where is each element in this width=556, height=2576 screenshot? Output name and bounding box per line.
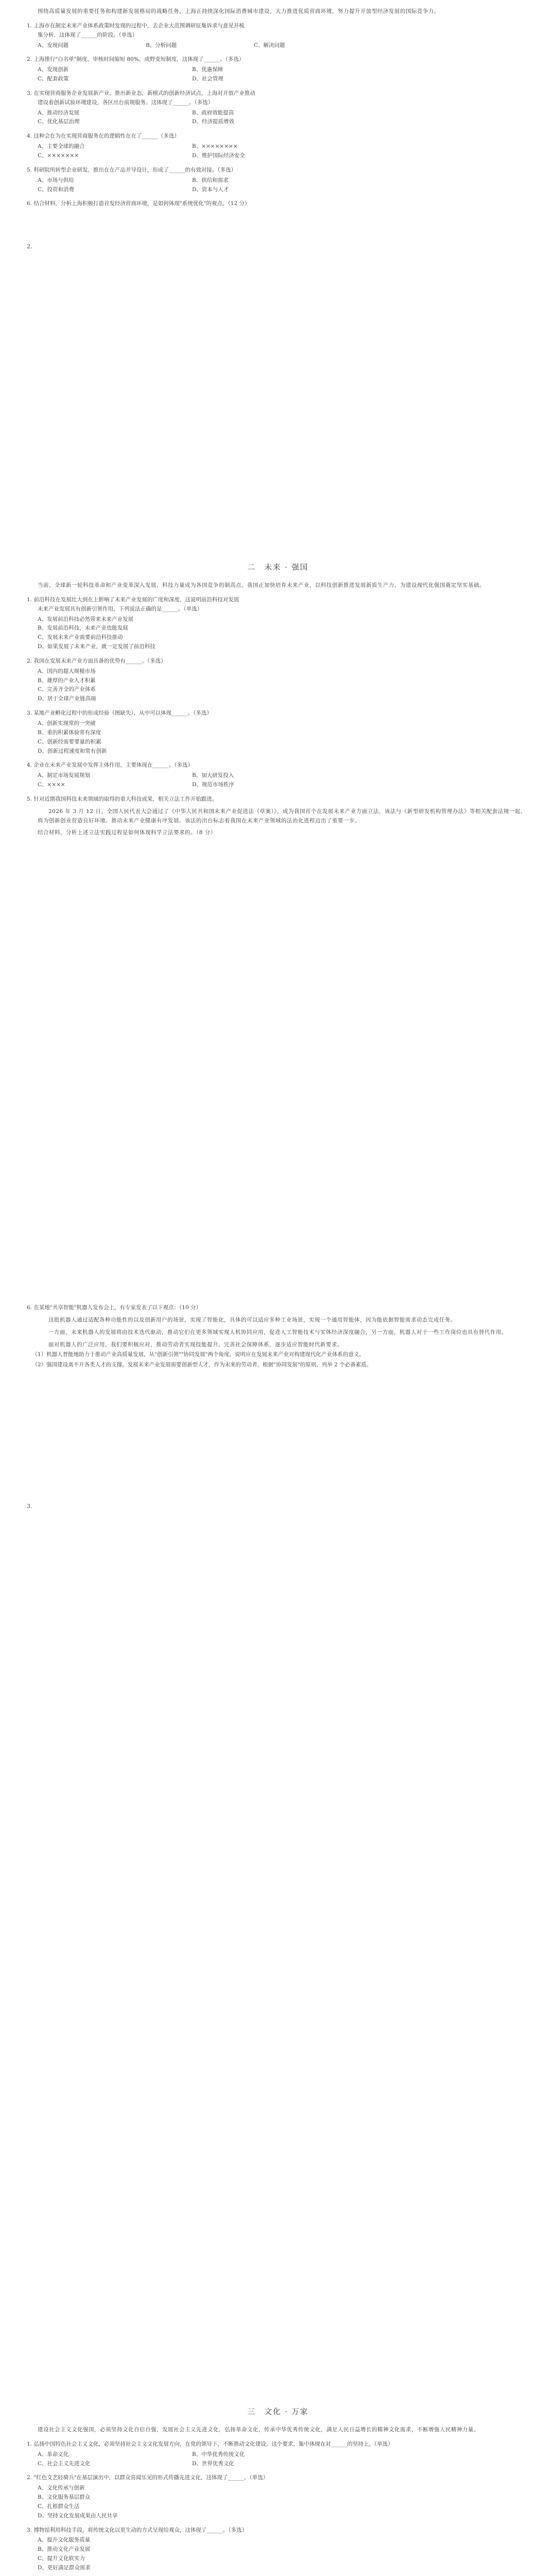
q6-sub-2: （2）强国建设离不开各类人才的支撑。发展未来产业发展需要创新型人才，作为未来的劳动者，根据"协同发展"的原则，列举 2 个必备素质。	[32, 1362, 372, 1368]
option: A、发展前沿科技必然带来未来产业发展	[38, 616, 134, 622]
section-2-material-2: 结合材料，分析上述立法实践过程是如何体现科学立法要求的。（8 分）	[38, 829, 216, 836]
question	[27, 166, 529, 195]
question	[27, 2473, 529, 2520]
question-stem	[27, 55, 529, 64]
option: D、世界优秀文化	[192, 2460, 234, 2467]
question-number: 2.	[27, 657, 32, 664]
option: B、供给和需求	[192, 177, 229, 183]
question-stem	[27, 31, 529, 40]
question-stem	[27, 657, 529, 666]
section-2-heading: 二 未来 · 强国	[247, 564, 309, 572]
option-list	[38, 771, 529, 790]
question-stem	[27, 761, 529, 770]
option: B、优惠保障	[192, 66, 223, 73]
option: A、国内的超大规模市场	[38, 668, 96, 674]
section-1-questions	[27, 22, 529, 209]
question-text: 结合材料，分析上海积极打造首发经济营商环境，是如何体现"系统优化"的观点。（12 分）	[33, 200, 250, 207]
question-number: 3.	[27, 710, 32, 717]
question	[27, 709, 529, 756]
question-text: 科研院所转型企业研发，推出在在产品并导设计，形成了______的有效对接。（多选）	[33, 166, 237, 173]
option: A、革命文化	[38, 2451, 69, 2458]
option: C、优化基层治理	[38, 118, 80, 125]
option-list	[38, 65, 529, 84]
option: C、解决问题	[254, 42, 285, 48]
option: B、政府效能提高	[192, 109, 234, 116]
option: D、维护国际经济安全	[192, 152, 245, 159]
section-3-intro: 建设社会主义文化强国，必须坚持文化自信自强，发展社会主义先进文化，弘扬革命文化，传承中华优秀传统文化，满足人民日益增长的精神文化需求，不断增强人民精神力量。	[38, 2427, 479, 2433]
question	[27, 795, 529, 804]
option: C、提升文化软实力	[38, 2555, 85, 2562]
question-stem	[27, 2473, 529, 2483]
question	[27, 22, 529, 50]
option: D、规范市场秩序	[192, 782, 234, 788]
option: B、推动文化产业发展	[38, 2546, 91, 2553]
question-text: 某地产业孵化过程中的形成经验（图缺失），从中可以体现______。（多选）	[33, 710, 212, 717]
question-number: 4.	[27, 133, 32, 140]
option: A、市场与供给	[38, 177, 74, 183]
question-number: 1.	[27, 22, 32, 29]
option: D、坚持文化发展成果由人民共享	[38, 2512, 118, 2519]
option: A、制定市场发展规划	[38, 772, 91, 779]
question-number: 3.	[27, 2527, 32, 2533]
question-number: 4.	[27, 762, 32, 769]
option: A、主要全球的融合	[38, 143, 85, 150]
question-number: 6.	[27, 200, 32, 207]
option: D、更好满足群众需求	[38, 2564, 91, 2571]
question-stem	[27, 98, 529, 108]
option-list	[38, 176, 529, 195]
option: B、重的积累体验常有深度	[38, 729, 101, 736]
option-list	[38, 41, 529, 50]
question-number: 1.	[27, 2441, 32, 2447]
option: D、经济提质增效	[192, 118, 234, 125]
option-list	[38, 142, 529, 161]
question-text: 企业在未来产业发展中发挥主体作用，主要体现在______。（多选）	[33, 762, 194, 769]
question-stem	[27, 89, 529, 98]
option: B、发展前沿科技，未来产业也能发展	[38, 625, 128, 632]
question-text: "红色文艺轻骑兵"在基层演出中，以群众喜闻乐见的形式传播先进文化，这体现了______。（单选）	[33, 2475, 269, 2481]
question-stem	[27, 199, 529, 209]
question-text: 在实现营商服务企业发展新产业，推出新业态，新模式的创新经济试点，上海对开放产业推动	[33, 90, 255, 96]
question-number: 5.	[27, 166, 32, 173]
option: A、发现问题	[38, 42, 69, 48]
question-text: 弘扬中国特色社会主义文化，必须坚持社会主义文化发展方向，在党的领导下，不断推动文化建设。这个要求，集中体现在对______的坚持上。（单选）	[33, 2441, 393, 2447]
question-text: 集分析，这体现了______的阶段。（单选）	[38, 31, 138, 38]
option: B、雄厚的产业人才积累	[38, 677, 96, 684]
question	[27, 89, 529, 127]
answer-label-2: 2.	[27, 243, 32, 250]
question-number: 5.	[27, 795, 32, 802]
question-text: 我国在发展未来产业方面具备的优势有______。（多选）	[33, 657, 166, 664]
question-number: 2.	[27, 56, 32, 63]
section-2-questions	[27, 596, 529, 804]
section-2-q6	[27, 1298, 529, 1370]
question-number: 1.	[27, 596, 32, 603]
section-3-heading: 三 文化 · 万家	[247, 2408, 309, 2416]
q6-sub-1: （1）机器人普能地助力于推动产业高质量发展，从"创新引领""协同发展"两个角度，说明应在发展未来产业对构建现代化产业体系的意义。	[32, 1351, 364, 1358]
option-list	[38, 719, 529, 756]
question-stem	[27, 2440, 529, 2449]
option-list	[38, 2450, 529, 2469]
option: B、分析问题	[146, 42, 177, 48]
option: D、居于全球产业链高端	[38, 696, 96, 702]
answer-label-3: 3.	[27, 1503, 32, 1510]
section-1	[27, 7, 529, 209]
question	[27, 2526, 529, 2573]
option: D、社会管理	[192, 76, 223, 82]
option: A、创新实现常的一突破	[38, 720, 96, 726]
question-stem	[27, 132, 529, 141]
option: C、创新经需要要量的积累	[38, 738, 101, 745]
question-stem	[27, 2526, 529, 2535]
option: C、配套政策	[38, 76, 69, 82]
question-stem	[27, 795, 529, 804]
option: B、××××××××	[192, 143, 238, 150]
section-2	[27, 581, 529, 838]
question-number: 2.	[27, 2475, 32, 2481]
question	[27, 199, 529, 209]
question-number: 3.	[27, 90, 32, 96]
question-text: 上海市在制定未来产业体系政策时发现的过程中，去企业大范围调研征集诉求与意见并梳	[33, 22, 245, 29]
question	[27, 657, 529, 704]
option-list	[38, 615, 529, 652]
section-1-intro: 围绕高质量发展的重要任务和构建新发展格局的战略任务，上海正持续深化国际消费城市建设，大力推进优质营商环境，努力提升开放型经济发展的国际竞争力。	[38, 8, 440, 14]
option: B、中华优秀传统文化	[192, 2451, 245, 2458]
option: B、加大研发投入	[192, 772, 234, 779]
section-3	[27, 2426, 529, 2576]
option: A、文化传承与创新	[38, 2485, 85, 2492]
option: D、创新过程速度和常有创新	[38, 748, 107, 754]
question-stem	[27, 709, 529, 718]
option: C、××××	[38, 782, 65, 788]
question-stem	[27, 22, 529, 31]
question-text: 这种会在为在实现营商服务在的逻辑性在在了______（多选）	[33, 133, 180, 140]
question-text: 针对近期我国科技未来领域的取得的重大科技成果，相关立法工作开始跟进。	[33, 795, 218, 802]
question-stem	[27, 596, 529, 605]
question-text: 上海推行"白名单"制度，审核时间缩短 80%，成野变短制度，这体现了______。（多选）	[33, 56, 245, 63]
question	[27, 596, 529, 652]
option: A、提升文化服务质量	[38, 2537, 91, 2544]
option-list	[38, 667, 529, 704]
option: C、投资和消费	[38, 186, 75, 193]
option-list	[38, 2536, 529, 2572]
q6-material-3: 面对机器人的广泛应用，我们要积极应对，推动劳动者实现技能提升，完善社会保障体系，逐步适应智能时代新要求。	[48, 1341, 343, 1348]
option: C、扎根群众生活	[38, 2503, 80, 2510]
option: C、×××××××	[38, 152, 79, 159]
option: D、如果发展了未来产业，就一定发展了前沿科技	[38, 643, 155, 650]
option-list	[38, 2484, 529, 2520]
q6-material-2: 一方面，未来机器人的发展将由技术迭代驱动，推动它们在更多领域实现人机协同应用，促进人工智能技术与实体经济深度融合，另一方面，机器人对于一些工作岗位也具有替代作用。	[48, 1329, 507, 1335]
option: D、资本与人才	[192, 186, 229, 193]
section-3-questions	[27, 2440, 529, 2576]
section-2-material-1: 2026 年 3 月 12 日，全国人民代表大会通过了《中华人民共和国未来产业促进法（草案）》，成为我国首个在发展未来产业方面立法，该法与《新型研发机构管理办法》等相关配套法规一起，将为创新创业营造良好环境。推动未来产业健康有序发展。该法的出台标志着我国在未来产业领域的法治化进程迈出了重要一步。	[38, 808, 526, 824]
option: C、发展未来产业需要前沿科技推动	[38, 634, 123, 641]
question-text: 建设着创新试验环境建设，各区出台前规服务。这体现了______。（多选）	[38, 99, 214, 106]
question-text: 博物馆利用科技手段，将传统文化以更生动的方式呈现给观众，这体现了______。（多选）	[33, 2527, 248, 2533]
option: A、推动经济发展	[38, 109, 80, 116]
question-text: 前沿科技在发展壮大到在上影响了未来产业发展的广度和深度，这说明前沿科技对发展	[33, 596, 239, 603]
q6-stem: 6. 在某地"共享智能"机器人发布会上，有专家发表了以下观点：（10 分）	[27, 1304, 201, 1311]
option: C、完善齐全的产业体系	[38, 686, 96, 693]
question	[27, 761, 529, 790]
option-list	[38, 109, 529, 127]
q6-material-1: 这批机器人通过适配各种功能性的以及创新用户的场景，实现了智能化，具体的可以适应多种工业场景，实现一个通用智能体，因为能依据智能需求动态完成任务。	[48, 1316, 456, 1323]
question	[27, 132, 529, 161]
question-text: 未来产业发展具有创新引领作用，下列说法正确的是______。（单选）	[38, 605, 203, 612]
option: B、文化服务基层群众	[38, 2494, 91, 2501]
question	[27, 2440, 529, 2469]
question	[27, 55, 529, 84]
option: C、社会主义先进文化	[38, 2460, 91, 2467]
question-stem	[27, 166, 529, 175]
question-stem	[27, 605, 529, 614]
section-2-intro: 当前，全球新一轮科技革命和产业变革深入发展，科技力量成为各国竞争的制高点。我国正加快培育未来产业，以科技创新推进发展新质生产力，为建设现代化强国奠定坚实基础。	[38, 582, 485, 588]
option: A、发现创新	[38, 66, 69, 73]
